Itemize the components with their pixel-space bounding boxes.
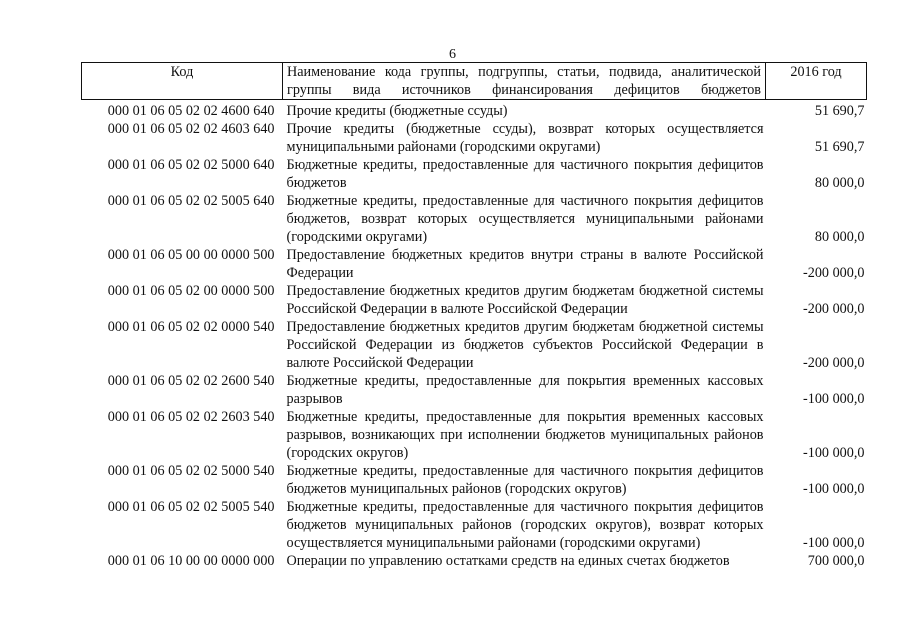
row-code: 000 01 06 05 02 02 0000 540 xyxy=(107,319,275,335)
row-value: -200 000,0 xyxy=(803,355,865,371)
row-name: Бюджетные кредиты, предоставленные для частичного покрытия дефицитов бюджетов, возврат которых осуществляется муниципальными районами (городскими округами) xyxy=(286,193,764,245)
table-row xyxy=(82,372,867,408)
row-code: 000 01 06 05 02 02 5005 540 xyxy=(107,499,275,515)
header-name: Наименование кода группы, подгруппы, статьи, подвида, аналитической группы вида источников финансирования дефицитов бюджетов xyxy=(283,63,766,100)
table-header xyxy=(82,63,867,100)
row-code: 000 01 06 05 02 02 4603 640 xyxy=(107,121,275,137)
table-row xyxy=(82,246,867,282)
row-value: 51 690,7 xyxy=(814,103,865,119)
row-name: Бюджетные кредиты, предоставленные для частичного покрытия дефицитов бюджетов муниципальных районов (городских округов) xyxy=(286,463,764,497)
row-name: Операции по управлению остатками средств на единых счетах бюджетов xyxy=(286,553,730,569)
row-value: -100 000,0 xyxy=(803,481,865,497)
row-name: Прочие кредиты (бюджетные ссуды), возврат которых осуществляется муниципальными районами (городскими округами) xyxy=(286,121,764,155)
row-value: 51 690,7 xyxy=(814,139,865,155)
row-name: Бюджетные кредиты, предоставленные для покрытия временных кассовых разрывов, возникающих при исполнении бюджетов муниципальных районов (городских округов) xyxy=(286,409,764,461)
row-value: -100 000,0 xyxy=(803,445,865,461)
row-code: 000 01 06 05 02 02 5005 640 xyxy=(107,193,275,209)
row-value: 80 000,0 xyxy=(814,229,865,245)
row-code: 000 01 06 10 00 00 0000 000 xyxy=(107,553,275,569)
row-name: Предоставление бюджетных кредитов другим бюджетам бюджетной системы Российской Федерации из бюджетов субъектов Российской Федерации в валюте Российской Федерации xyxy=(286,319,764,371)
row-name: Предоставление бюджетных кредитов внутри страны в валюте Российской Федерации xyxy=(286,247,764,281)
row-name: Бюджетные кредиты, предоставленные для покрытия временных кассовых разрывов xyxy=(286,373,764,407)
header-year: 2016 год xyxy=(766,63,867,100)
page-number: 6 xyxy=(449,47,456,62)
row-value: -100 000,0 xyxy=(803,535,865,551)
row-value: 80 000,0 xyxy=(814,175,865,191)
row-value: 700 000,0 xyxy=(807,553,865,569)
table-row xyxy=(82,462,867,498)
row-code: 000 01 06 05 02 00 0000 500 xyxy=(107,283,275,299)
row-name: Прочие кредиты (бюджетные ссуды) xyxy=(286,103,508,119)
sources-of-financing-table xyxy=(81,62,867,570)
table-row xyxy=(82,498,867,552)
row-name: Бюджетные кредиты, предоставленные для частичного покрытия дефицитов бюджетов xyxy=(286,157,764,191)
table-row xyxy=(82,156,867,192)
row-code: 000 01 06 05 02 02 2603 540 xyxy=(107,409,275,425)
header-code: Код xyxy=(82,63,283,100)
table-row xyxy=(82,282,867,318)
row-value: -100 000,0 xyxy=(803,391,865,407)
table-row xyxy=(82,100,867,121)
table-body xyxy=(82,100,867,571)
table-row xyxy=(82,552,867,570)
row-code: 000 01 06 05 02 02 5000 540 xyxy=(107,463,275,479)
row-value: -200 000,0 xyxy=(803,265,865,281)
row-code: 000 01 06 05 00 00 0000 500 xyxy=(107,247,275,263)
row-code: 000 01 06 05 02 02 4600 640 xyxy=(107,103,275,119)
row-code: 000 01 06 05 02 02 5000 640 xyxy=(107,157,275,173)
row-name: Бюджетные кредиты, предоставленные для частичного покрытия дефицитов бюджетов муниципальных районов (городских округов), возврат которых осуществляется муниципальными районами (городскими округами) xyxy=(286,499,764,551)
table-row xyxy=(82,120,867,156)
table-row xyxy=(82,408,867,462)
row-value: -200 000,0 xyxy=(803,301,865,317)
row-name: Предоставление бюджетных кредитов другим бюджетам бюджетной системы Российской Федерации в валюте Российской Федерации xyxy=(286,283,764,317)
row-code: 000 01 06 05 02 02 2600 540 xyxy=(107,373,275,389)
table-row xyxy=(82,192,867,246)
table-row xyxy=(82,318,867,372)
